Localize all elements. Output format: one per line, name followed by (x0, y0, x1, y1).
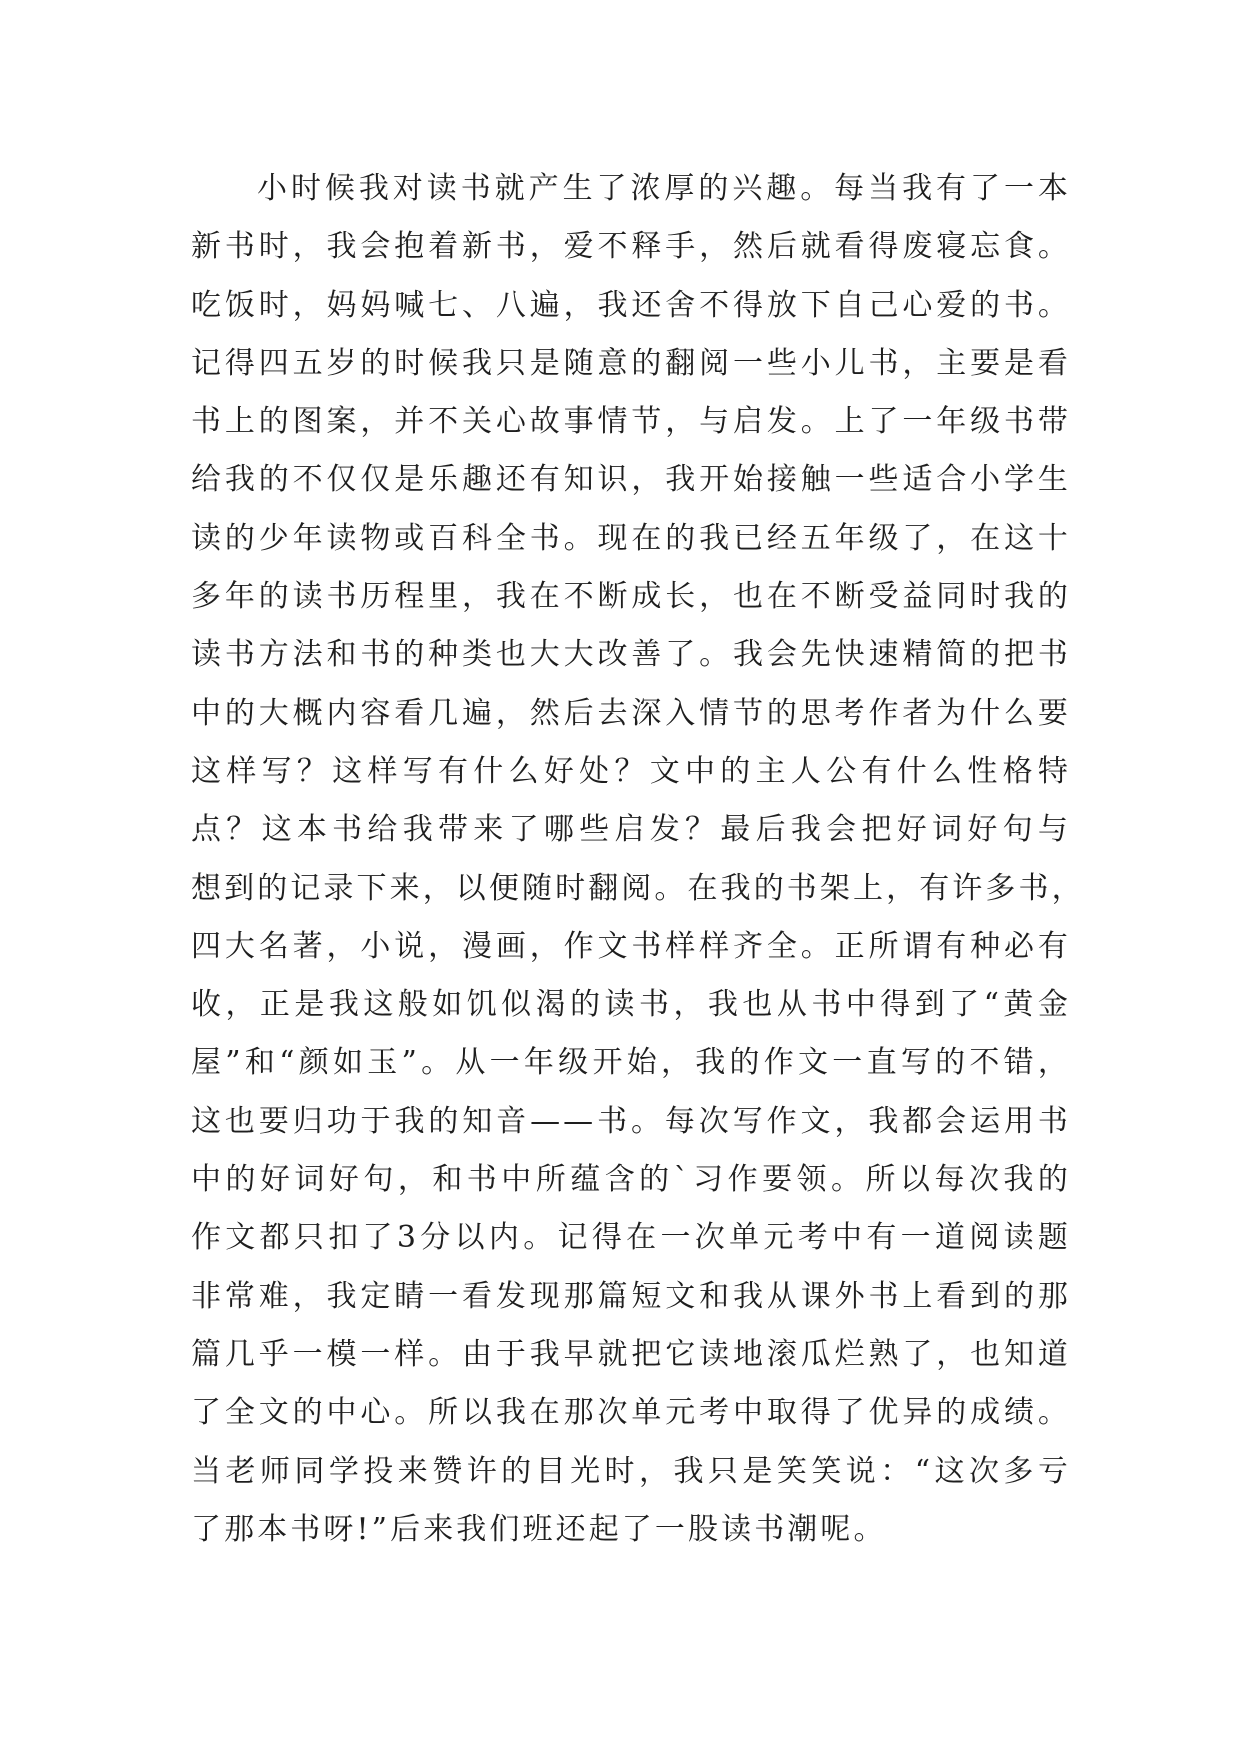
paragraph-line: 了那本书呀!”后来我们班还起了一股读书潮呢。 (191, 1511, 887, 1547)
paragraph-line: 非常难，我定睛一看发现那篇短文和我从课外书上看到的那 (191, 1278, 1071, 1314)
paragraph-line: 篇几乎一模一样。由于我早就把它读地滚瓜烂熟了，也知道 (191, 1336, 1071, 1372)
paragraph-line: 这样写？这样写有什么好处？文中的主人公有什么性格特 (191, 753, 1071, 789)
paragraph-line: 新书时，我会抱着新书，爱不释手，然后就看得废寝忘食。 (191, 229, 1071, 265)
paragraph-line: 书上的图案，并不关心故事情节，与启发。上了一年级书带 (191, 404, 1071, 440)
paragraph-line: 小时候我对读书就产生了浓厚的兴趣。每当我有了一本 (257, 171, 1071, 206)
paragraph-line: 吃饭时，妈妈喊七、八遍，我还舍不得放下自己心爱的书。 (191, 287, 1071, 323)
paragraph-line: 收，正是我这般如饥似渴的读书，我也从书中得到了“黄金 (191, 987, 1071, 1023)
paragraph-line: 中的好词好句，和书中所蕴含的`习作要领。所以每次我的 (191, 1162, 1071, 1198)
paragraph-line: 多年的读书历程里，我在不断成长，也在不断受益同时我的 (191, 579, 1071, 615)
paragraph-line: 了全文的中心。所以我在那次单元考中取得了优异的成绩。 (191, 1395, 1071, 1431)
paragraph-line: 屋”和“颜如玉”。从一年级开始，我的作文一直写的不错， (191, 1045, 1071, 1081)
paragraph-line: 四大名著，小说，漫画，作文书样样齐全。正所谓有种必有 (191, 928, 1071, 964)
paragraph-line: 作文都只扣了3分以内。记得在一次单元考中有一道阅读题 (191, 1220, 1071, 1256)
paragraph-line: 记得四五岁的时候我只是随意的翻阅一些小儿书，主要是看 (191, 345, 1071, 381)
essay-paragraph (191, 160, 1085, 1559)
paragraph-line: 读书方法和书的种类也大大改善了。我会先快速精简的把书 (191, 637, 1071, 673)
paragraph-line: 点？这本书给我带来了哪些启发？最后我会把好词好句与 (191, 812, 1071, 848)
paragraph-line: 读的少年读物或百科全书。现在的我已经五年级了，在这十 (191, 520, 1071, 556)
paragraph-line: 给我的不仅仅是乐趣还有知识，我开始接触一些适合小学生 (191, 462, 1071, 498)
paragraph-line: 这也要归功于我的知音——书。每次写作文，我都会运用书 (191, 1103, 1071, 1139)
paragraph-line: 想到的记录下来，以便随时翻阅。在我的书架上，有许多书， (191, 870, 1085, 906)
paragraph-line: 中的大概内容看几遍，然后去深入情节的思考作者为什么要 (191, 695, 1071, 731)
paragraph-line: 当老师同学投来赞许的目光时，我只是笑笑说：“这次多亏 (191, 1453, 1071, 1489)
